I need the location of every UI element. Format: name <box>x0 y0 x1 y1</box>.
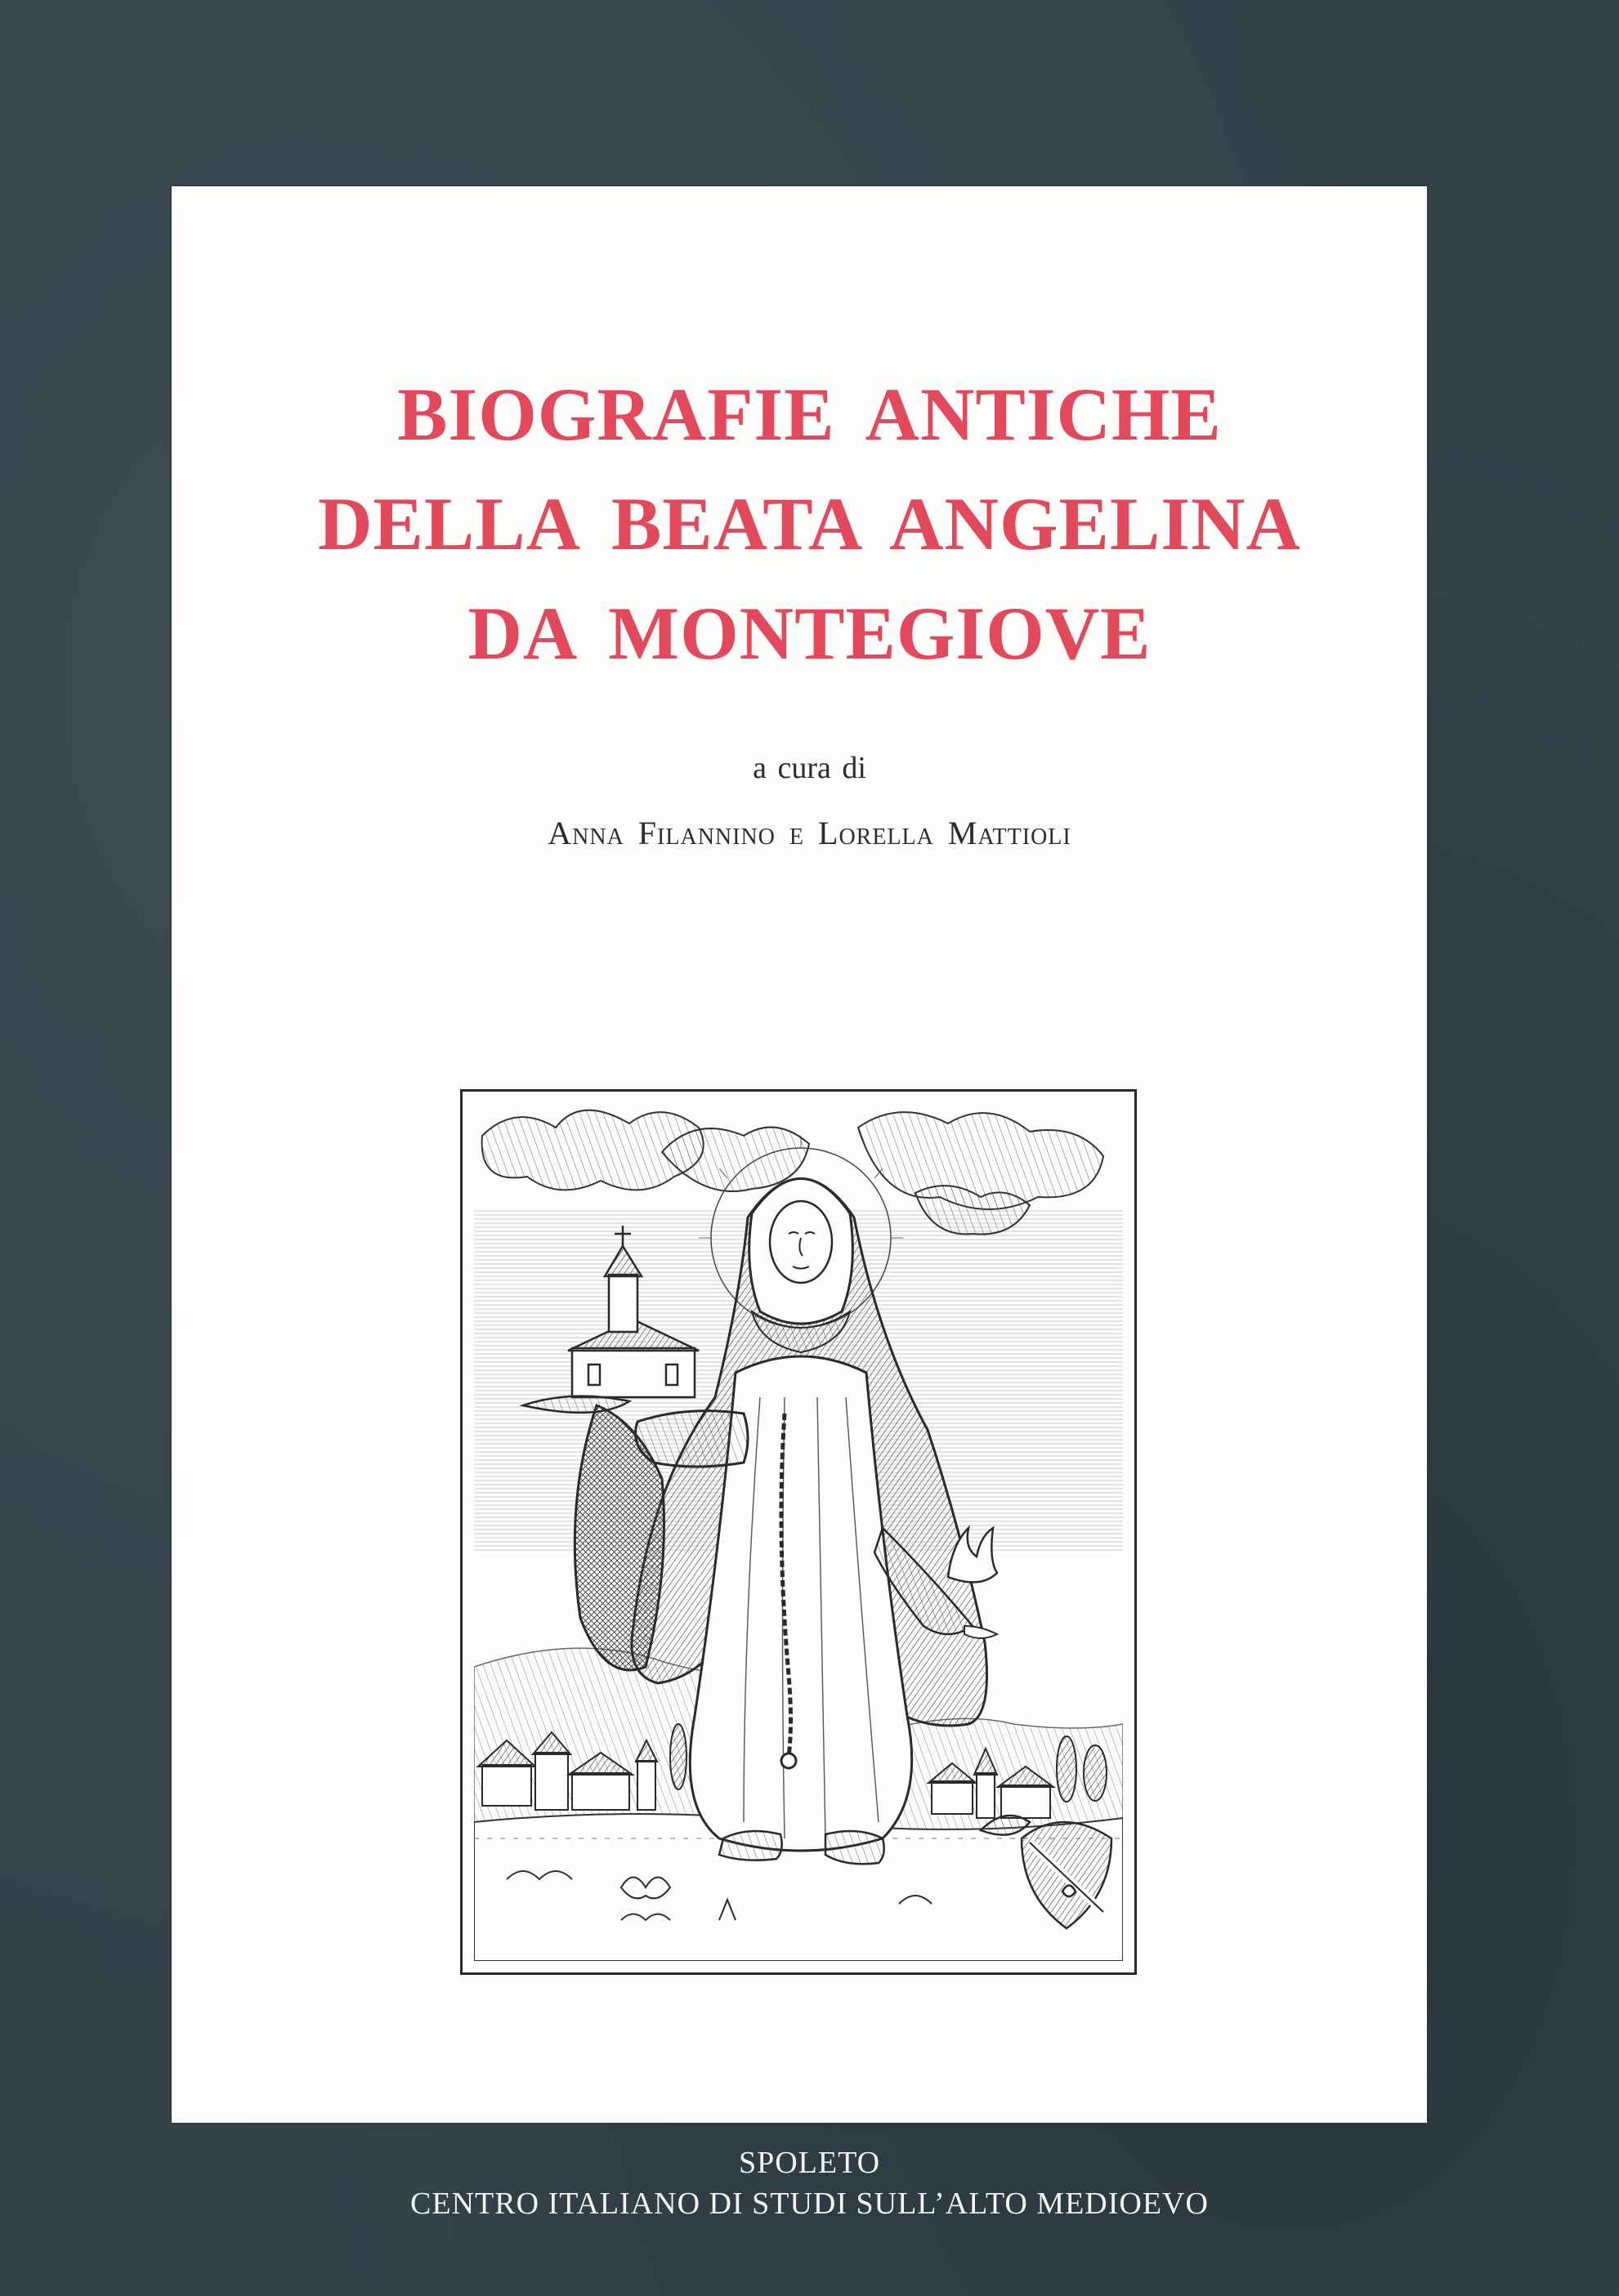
saint-engraving-image <box>474 1103 1123 1961</box>
saint-face <box>770 1201 832 1283</box>
publisher-block <box>0 2142 1619 2224</box>
woodcut-illustration <box>460 1089 1137 1975</box>
editors-names: Anna Filannino e Lorella Mattioli <box>548 815 1071 851</box>
book-title <box>0 360 1619 688</box>
publisher-city: SPOLETO <box>738 2146 881 2180</box>
title-line-2: DELLA BEATA ANGELINA <box>318 482 1301 565</box>
curator-label: a cura di <box>753 751 866 785</box>
title-line-1: BIOGRAFIE ANTICHE <box>397 373 1222 456</box>
publisher-name: CENTRO ITALIANO DI STUDI SULL’ALTO MEDIOEVO <box>410 2187 1209 2221</box>
title-line-3: DA MONTEGIOVE <box>467 592 1152 675</box>
